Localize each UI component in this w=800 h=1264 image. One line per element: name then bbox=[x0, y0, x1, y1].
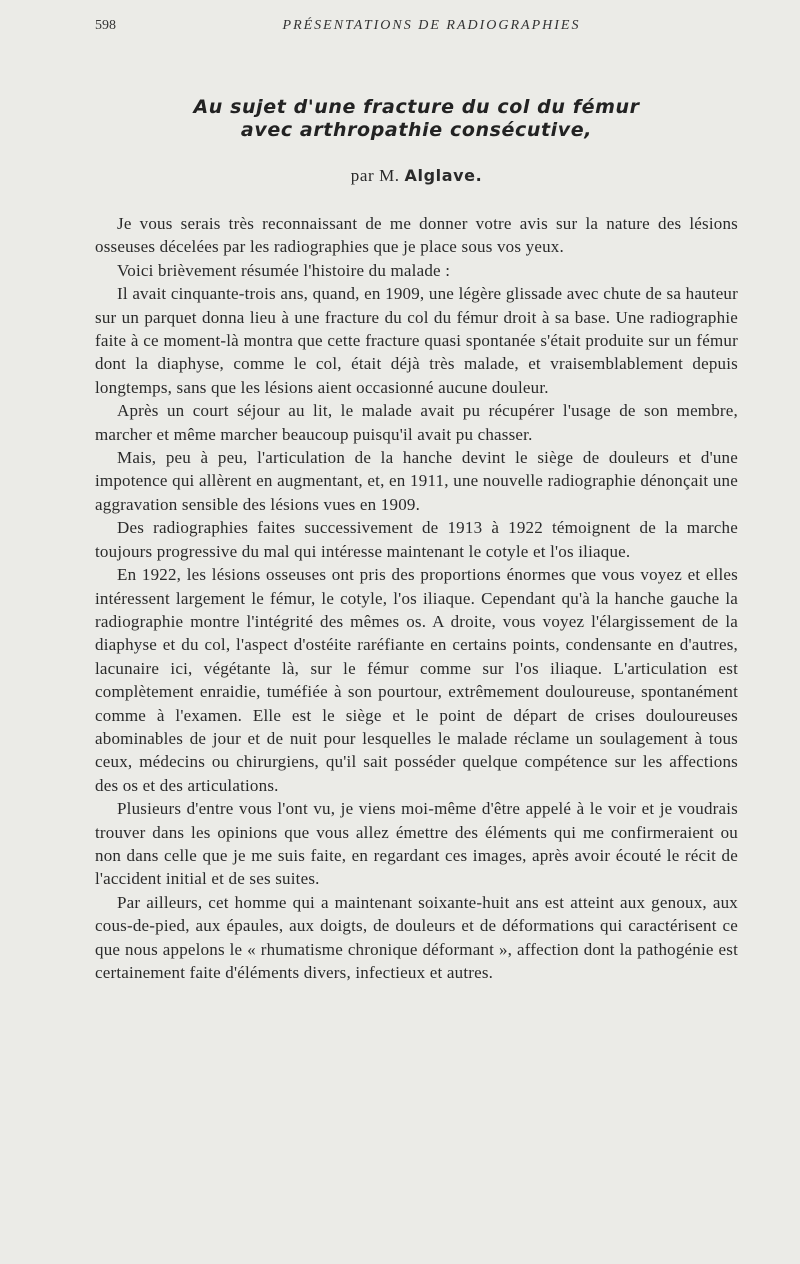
page-number: 598 bbox=[95, 18, 116, 33]
article-body bbox=[95, 212, 738, 984]
running-header bbox=[95, 18, 738, 40]
document-page bbox=[0, 18, 800, 1264]
paragraph: Par ailleurs, cet homme qui a maintenant soixante-huit ans est atteint aux genoux, aux cous-de-pied, aux épaules, aux doigts, de douleurs et de déformations qui caractérisent ce que nous appelons le « rhumatisme chronique déformant », affection dont la pathogénie est certainement faite d'éléments divers, infectieux et autres. bbox=[95, 892, 738, 982]
paragraph: Je vous serais très reconnaissant de me donner votre avis sur la nature des lésions osseuses décelées par les radiographies que je place sous vos yeux. bbox=[95, 214, 738, 257]
paragraph: Voici brièvement résumée l'histoire du malade : bbox=[117, 260, 451, 280]
article-title-line-1: Au sujet d'une fracture du col du fémur bbox=[193, 96, 640, 118]
paragraph: Après un court séjour au lit, le malade avait pu récupérer l'usage de son membre, marcher et même marcher beaucoup puisqu'il avait pu chasser. bbox=[95, 401, 738, 444]
paragraph: Plusieurs d'entre vous l'ont vu, je viens moi-même d'être appelé à le voir et je voudrais trouver dans les opinions que vous allez émettre des éléments qui me confirmeraient ou non dans celle que je me suis faite, en regardant ces images, après avoir écouté le récit de l'accident initial et de ses suites. bbox=[95, 799, 738, 889]
article-author bbox=[95, 166, 738, 186]
author-prefix: par M. bbox=[350, 166, 400, 185]
running-title: PRÉSENTATIONS DE RADIOGRAPHIES bbox=[282, 18, 581, 33]
paragraph: Il avait cinquante-trois ans, quand, en 1909, une légère glissade avec chute de sa hauteur sur un parquet donna lieu à une fracture du col du fémur droit à sa base. Une radiographie faite à ce moment-là montra que cette fracture quasi spontanée s'était produite sur un fémur dont la diaphyse, comme le col, était déjà très malade, et vraisemblablement depuis longtemps, sans que les lésions aient occasionné aucune douleur. bbox=[95, 284, 738, 397]
paragraph: Mais, peu à peu, l'articulation de la hanche devint le siège de douleurs et d'une impotence qui allèrent en augmentant, et, en 1911, une nouvelle radiographie dénonçait une aggravation sensible des lésions vues en 1909. bbox=[95, 448, 738, 514]
paragraph: En 1922, les lésions osseuses ont pris des proportions énormes que vous voyez et elles intéressent largement le fémur, le cotyle, l'os iliaque. Cependant qu'à la hanche gauche la radiographie montre l'intégrité des mêmes os. A droite, vous voyez l'élargissement de la diaphyse et du col, l'aspect d'ostéite raréfiante en certains points, condensante en d'autres, lacunaire ici, végétante là, sur le fémur comme sur l'os iliaque. L'articulation est complètement enraidie, tuméfiée à son pourtour, extrêmement douloureuse, spontanément comme à l'examen. Elle est le siège et le point de départ de crises douloureuses abominables de jour et de nuit pour lesquelles le malade réclame un soulagement à tous ceux, médecins ou chirurgiens, qu'il sait posséder quelque compétence sur les affections des os et des articulations. bbox=[95, 565, 738, 795]
article-title-line-2: avec arthropathie consécutive, bbox=[240, 119, 593, 141]
paragraph: Des radiographies faites successivement de 1913 à 1922 témoignent de la marche toujours progressive du mal qui intéresse maintenant le cotyle et l'os iliaque. bbox=[95, 518, 738, 561]
author-name: Alglave. bbox=[404, 166, 483, 185]
article-title bbox=[95, 96, 738, 142]
